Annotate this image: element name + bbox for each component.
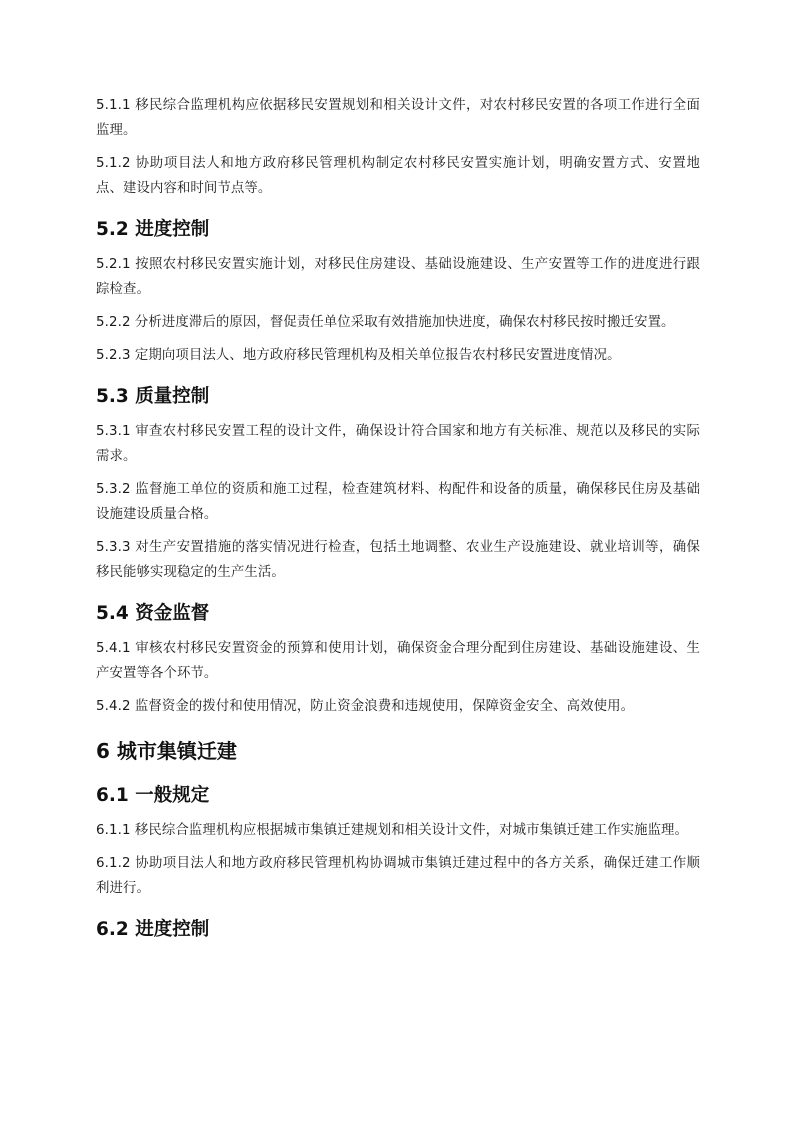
heading-6-2: 6.2 进度控制	[96, 919, 210, 940]
paragraph-5-3-2: 5.3.2 监督施工单位的资质和施工过程，检查建筑材料、构配件和设备的质量，确保移民住房及基础设施建设质量合格。	[96, 482, 700, 522]
heading-5-4: 5.4 资金监督	[96, 603, 210, 624]
paragraph-5-4-1: 5.4.1 审核农村移民安置资金的预算和使用计划，确保资金合理分配到住房建设、基础设施建设、生产安置等各个环节。	[96, 641, 700, 681]
heading-6-1: 6.1 一般规定	[96, 785, 210, 806]
paragraph-6-1-2: 6.1.2 协助项目法人和地方政府移民管理机构协调城市集镇迁建过程中的各方关系，确保迁建工作顺利进行。	[96, 856, 700, 896]
paragraph-5-3-1: 5.3.1 审查农村移民安置工程的设计文件，确保设计符合国家和地方有关标准、规范以及移民的实际需求。	[96, 424, 700, 464]
paragraph-5-2-1: 5.2.1 按照农村移民安置实施计划，对移民住房建设、基础设施建设、生产安置等工作的进度进行跟踪检查。	[96, 257, 700, 297]
paragraph-6-1-1: 6.1.1 移民综合监理机构应根据城市集镇迁建规划和相关设计文件，对城市集镇迁建工作实施监理。	[96, 823, 689, 838]
document-page	[96, 93, 700, 952]
heading-5-3: 5.3 质量控制	[96, 386, 210, 407]
paragraph-5-4-2: 5.4.2 监督资金的拨付和使用情况，防止资金浪费和违规使用，保障资金安全、高效使用。	[96, 699, 635, 714]
paragraph-5-1-1: 5.1.1 移民综合监理机构应依据移民安置规划和相关设计文件，对农村移民安置的各项工作进行全面监理。	[96, 98, 700, 138]
paragraph-5-2-3: 5.2.3 定期向项目法人、地方政府移民管理机构及相关单位报告农村移民安置进度情况。	[96, 348, 621, 363]
heading-5-2: 5.2 进度控制	[96, 219, 210, 240]
heading-6: 6 城市集镇迁建	[96, 739, 237, 763]
paragraph-5-2-2: 5.2.2 分析进度滞后的原因，督促责任单位采取有效措施加快进度，确保农村移民按时搬迁安置。	[96, 315, 675, 330]
paragraph-5-3-3: 5.3.3 对生产安置措施的落实情况进行检查，包括土地调整、农业生产设施建设、就业培训等，确保移民能够实现稳定的生产生活。	[96, 540, 700, 580]
paragraph-5-1-2: 5.1.2 协助项目法人和地方政府移民管理机构制定农村移民安置实施计划，明确安置方式、安置地点、建设内容和时间节点等。	[96, 156, 700, 196]
